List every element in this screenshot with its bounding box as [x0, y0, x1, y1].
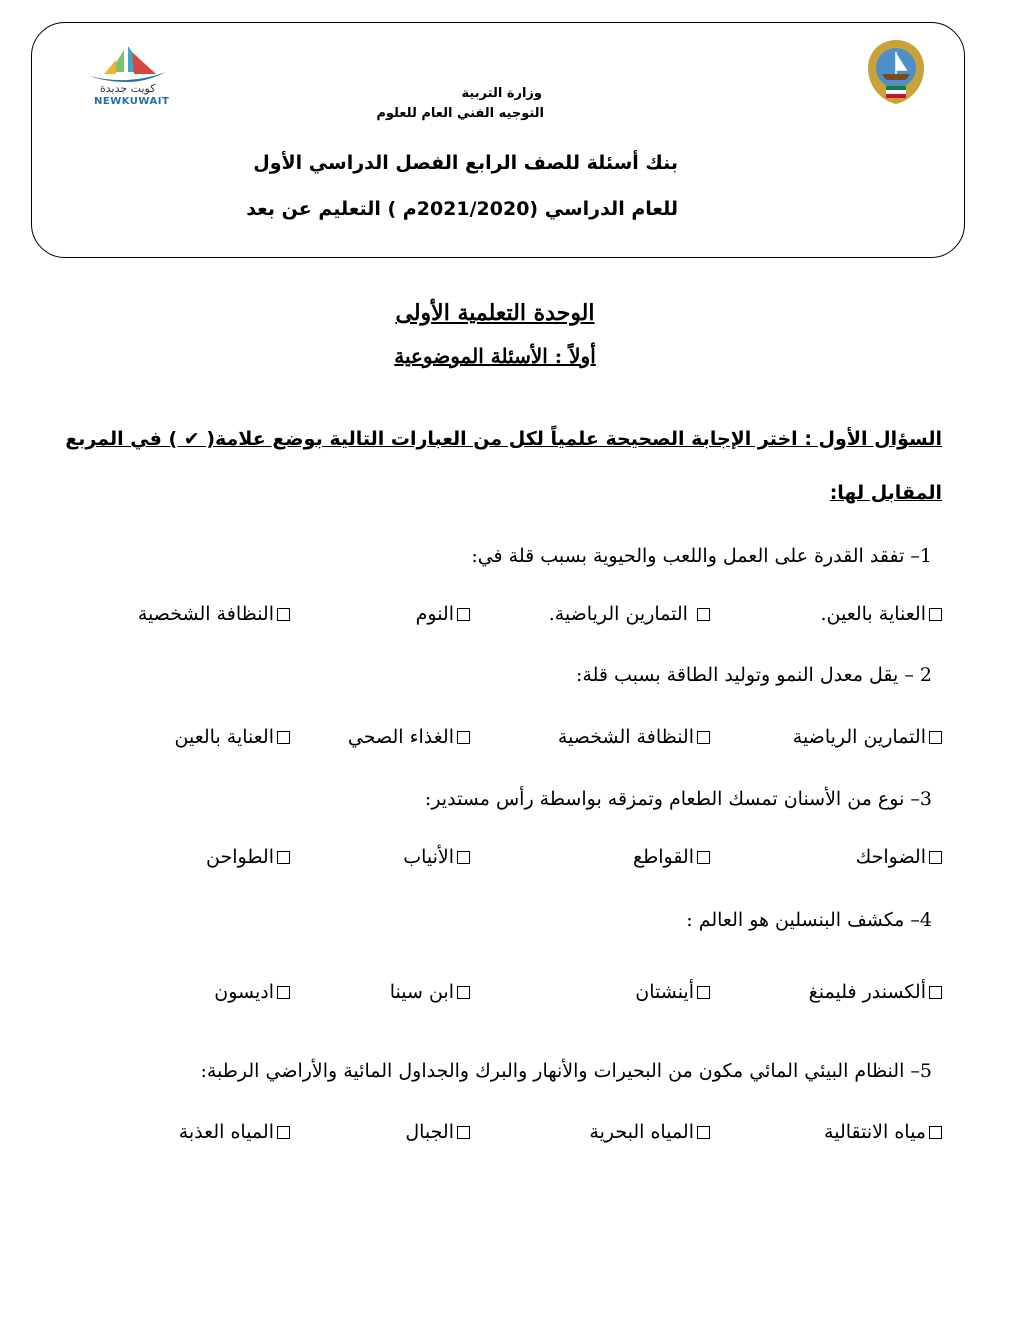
item-3-option-3[interactable]: الأنياب	[403, 846, 470, 868]
checkbox[interactable]	[697, 1126, 710, 1139]
checkbox[interactable]	[457, 731, 470, 744]
checkbox[interactable]	[277, 731, 290, 744]
unit-title: الوحدة التعلمية الأولى	[395, 300, 595, 326]
item-1-option-3[interactable]: النوم	[416, 603, 470, 625]
item-2-option-2[interactable]: النظافة الشخصية	[558, 726, 710, 748]
question-1-heading-cont: المقابل لها:	[829, 482, 942, 504]
item-4-stem: 4– مكشف البنسلين هو العالم :	[686, 909, 932, 931]
item-5-option-4[interactable]: المياه العذبة	[179, 1121, 290, 1143]
checkbox[interactable]	[277, 986, 290, 999]
item-5-stem: 5– النظام البيئي المائي مكون من البحيرات والأنهار والبرك والجداول المائية والأراضي الرطبة:	[200, 1060, 932, 1082]
item-5-option-1[interactable]: مياه الانتقالية	[824, 1121, 942, 1143]
item-2-option-3[interactable]: الغذاء الصحي	[348, 726, 470, 748]
item-3-option-4[interactable]: الطواحن	[206, 846, 290, 868]
item-1-stem: 1– تفقد القدرة على العمل واللعب والحيوية بسبب قلة في:	[471, 545, 932, 567]
checkbox[interactable]	[929, 851, 942, 864]
item-4-option-1[interactable]: ألكسندر فليمنغ	[809, 981, 942, 1003]
item-1-option-4[interactable]: النظافة الشخصية	[138, 603, 290, 625]
item-3-stem: 3– نوع من الأسنان تمسك الطعام وتمزقه بواسطة رأس مستدير:	[424, 788, 932, 810]
checkbox[interactable]	[929, 986, 942, 999]
item-4-option-3[interactable]: ابن سينا	[390, 981, 470, 1003]
title-line-2: للعام الدراسي (2021/2020م ) التعليم عن بعد	[246, 198, 678, 220]
item-4-option-4[interactable]: اديسون	[214, 981, 290, 1003]
checkbox[interactable]	[697, 731, 710, 744]
item-2-stem: 2 – يقل معدل النمو وتوليد الطاقة بسبب قلة:	[576, 664, 932, 686]
new-kuwait-logo	[86, 42, 170, 108]
logo-caption-en: NEWKUWAIT	[94, 96, 170, 107]
kuwait-emblem	[860, 36, 932, 108]
header-box	[31, 22, 965, 258]
item-1-option-2[interactable]: التمارين الرياضية.	[549, 603, 710, 625]
checkbox[interactable]	[277, 851, 290, 864]
checkbox[interactable]	[457, 851, 470, 864]
checkbox[interactable]	[457, 1126, 470, 1139]
checkbox[interactable]	[277, 608, 290, 621]
item-1-option-1[interactable]: العناية بالعين.	[820, 603, 942, 625]
section-title: أولاً : الأسئلة الموضوعية	[394, 344, 596, 368]
checkbox[interactable]	[457, 608, 470, 621]
item-5-option-3[interactable]: الجبال	[405, 1121, 470, 1143]
item-2-option-4[interactable]: العناية بالعين	[175, 726, 291, 748]
ministry-name: وزارة التربية	[461, 86, 542, 101]
item-3-option-2[interactable]: القواطع	[633, 846, 710, 868]
item-3-option-1[interactable]: الضواحك	[856, 846, 942, 868]
logo-caption-ar: كويت جديدة	[100, 82, 156, 95]
checkbox[interactable]	[929, 608, 942, 621]
kuwait-emblem-icon	[860, 36, 932, 108]
checkbox[interactable]	[697, 851, 710, 864]
question-1-heading: السؤال الأول : اختر الإجابة الصحيحة علمياً لكل من العبارات التالية بوضع علامة( ✔ ) في المربع	[65, 428, 942, 450]
checkbox[interactable]	[277, 1126, 290, 1139]
item-4-option-2[interactable]: أينشتان	[635, 981, 710, 1003]
checkbox[interactable]	[929, 731, 942, 744]
item-2-option-1[interactable]: التمارين الرياضية	[793, 726, 942, 748]
item-5-option-2[interactable]: المياه البحرية	[589, 1121, 710, 1143]
title-line-1: بنك أسئلة للصف الرابع الفصل الدراسي الأول	[253, 152, 678, 174]
checkbox[interactable]	[697, 986, 710, 999]
checkbox[interactable]	[929, 1126, 942, 1139]
department-name: التوجيه الفني العام للعلوم	[376, 106, 544, 121]
checkbox[interactable]	[457, 986, 470, 999]
checkbox[interactable]	[697, 608, 710, 621]
